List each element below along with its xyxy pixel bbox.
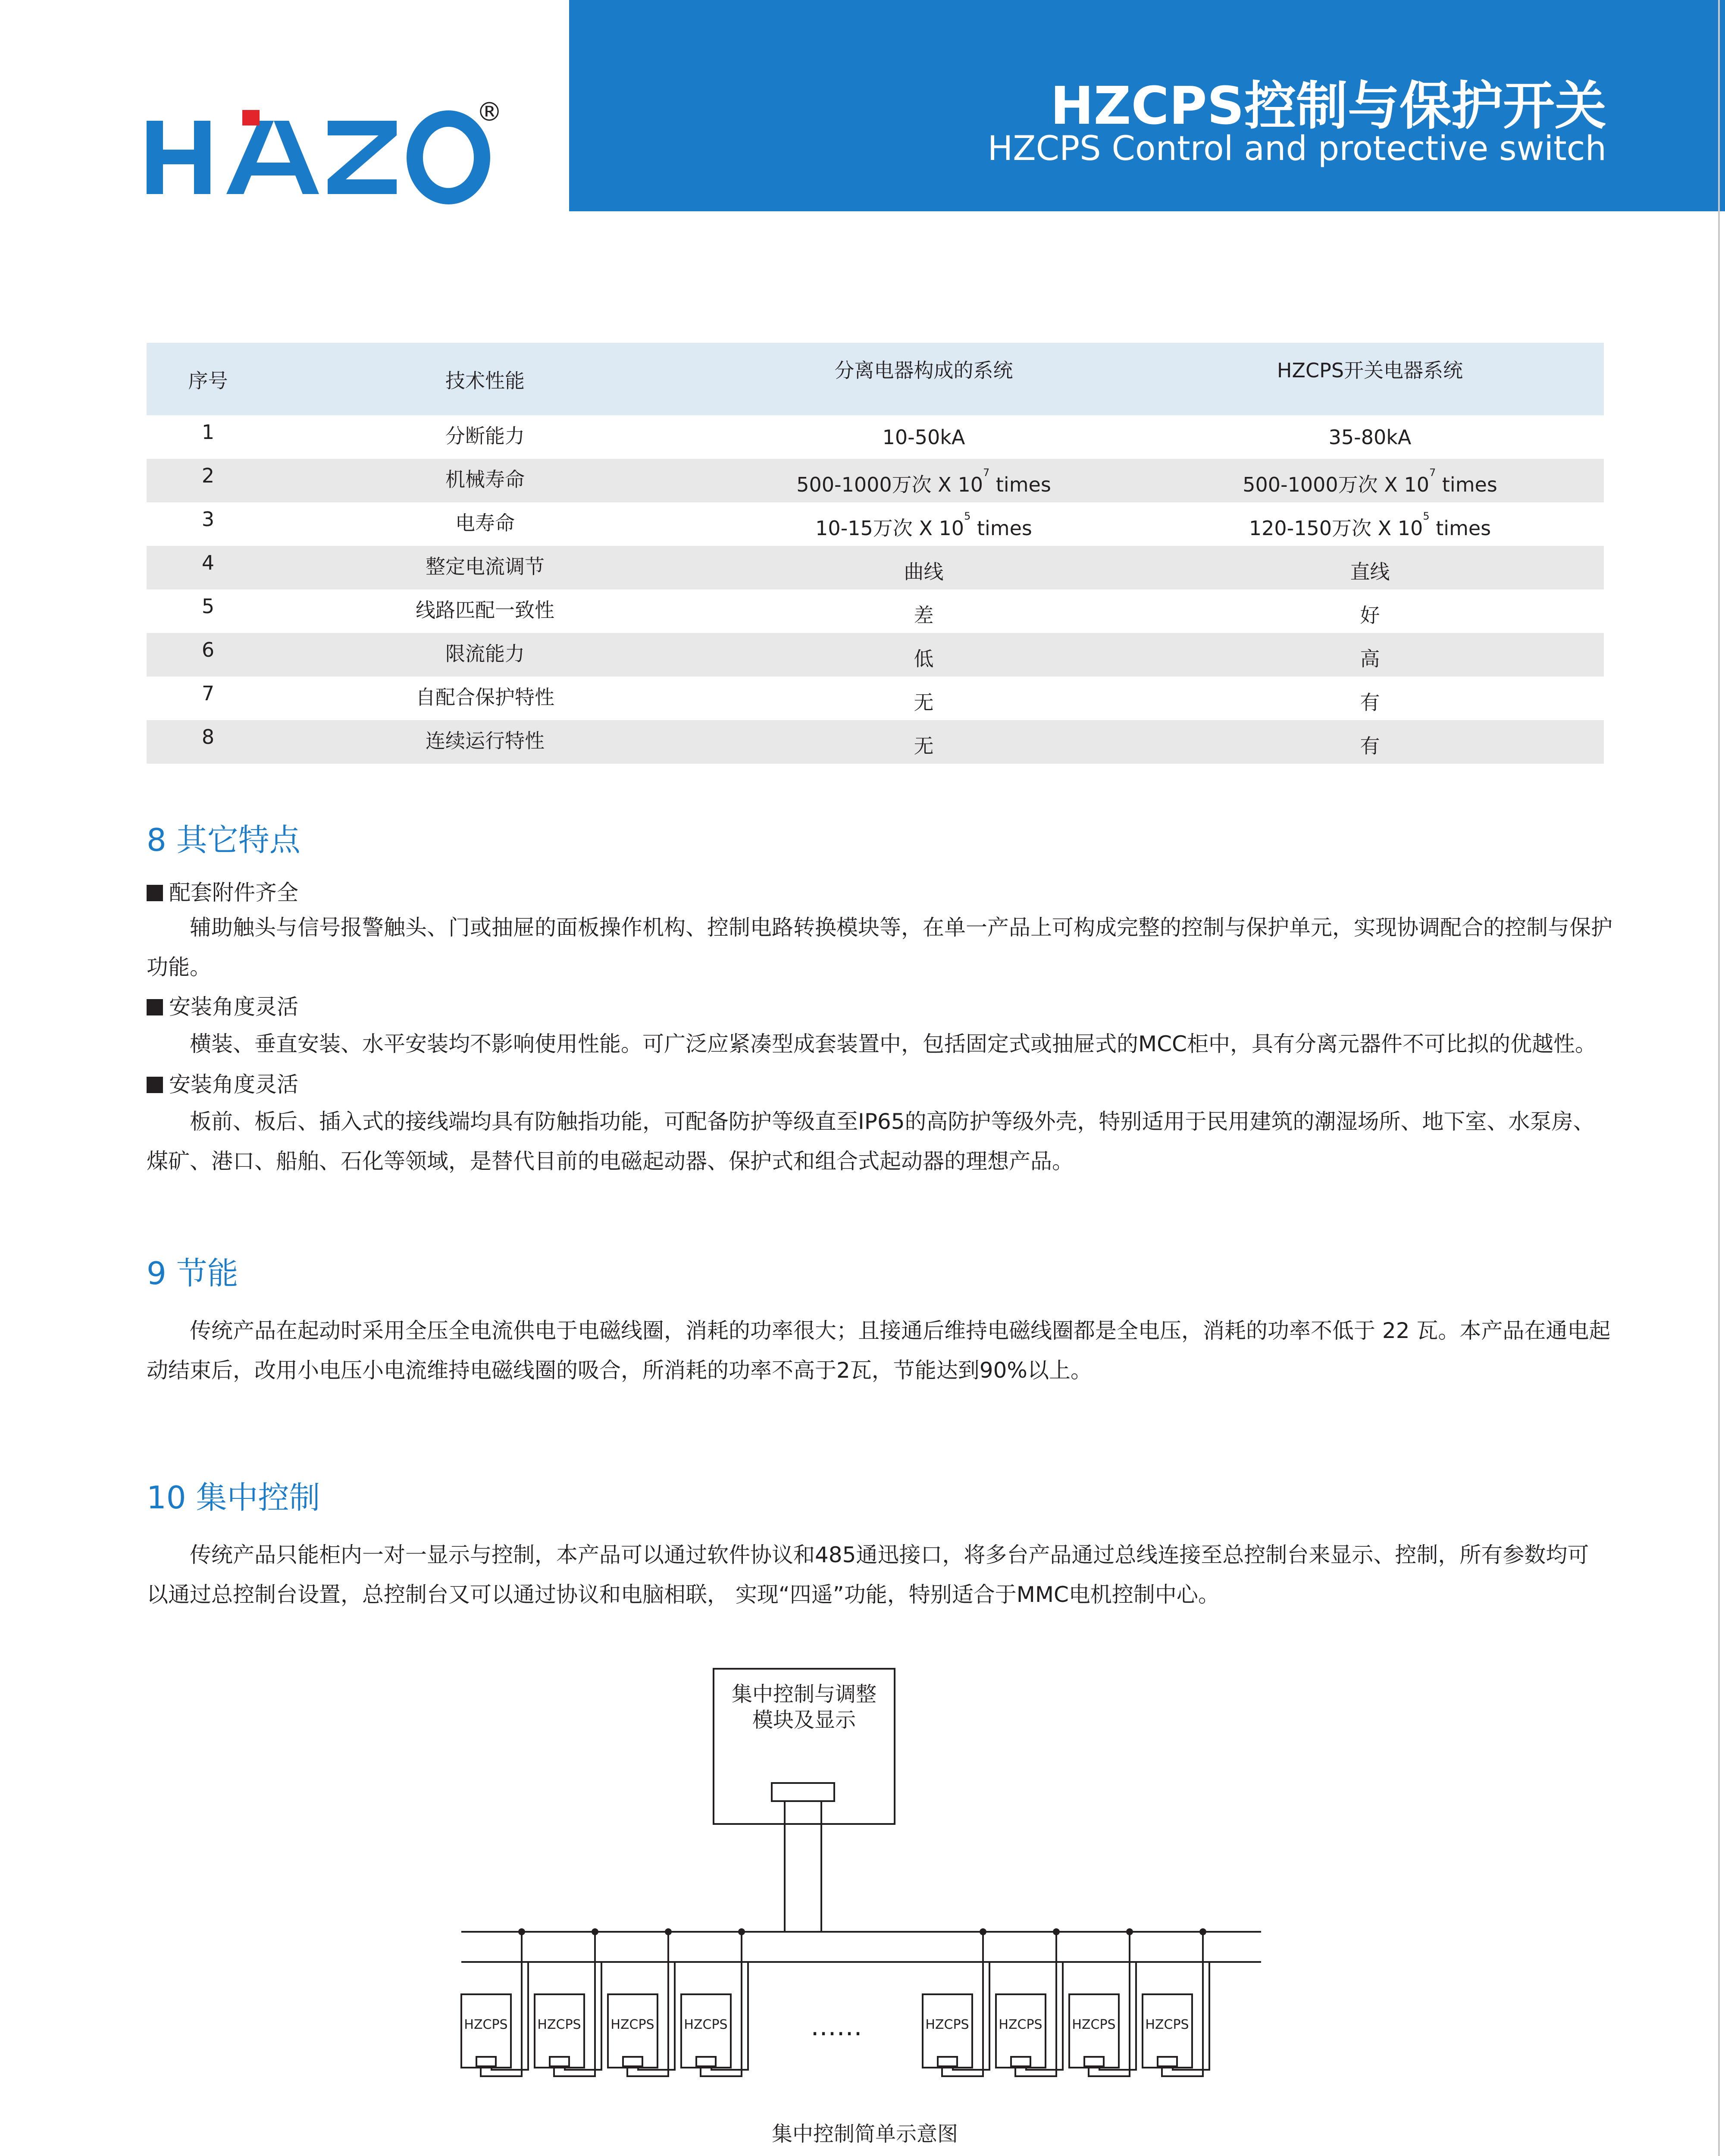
row-number: 3 xyxy=(201,508,215,531)
bus-junction-dot xyxy=(739,1929,744,1934)
row-item: 电寿命 xyxy=(455,511,515,535)
control-module-port xyxy=(772,1783,834,1801)
hzcps-device-label: HZCPS xyxy=(610,2017,654,2032)
hzcps-device-port xyxy=(1011,2057,1030,2066)
bus-link-lower xyxy=(1099,1962,1136,2070)
section-10-title: 10 集中控制 xyxy=(147,1479,320,1516)
hzcps-device-port xyxy=(476,2057,496,2066)
bus-link-lower xyxy=(492,1962,528,2070)
row-separate-value: 曲线 xyxy=(904,560,944,583)
row-item: 连续运行特性 xyxy=(426,729,545,752)
row-hzcps-value: 高 xyxy=(1360,647,1380,671)
row-item: 限流能力 xyxy=(445,642,525,665)
bus-link-upper xyxy=(1015,1932,1056,2076)
row-hzcps-value: 500-1000万次 X $10^7$ times xyxy=(1243,467,1497,496)
page-edge-line xyxy=(1718,0,1720,2156)
page-subtitle: HZCPS Control and protective switch xyxy=(987,129,1606,168)
row-separate-value: 10-15万次 X $10^5$ times xyxy=(815,510,1032,540)
section-8-para-2: 横装、垂直安装、水平安装均不影响使用性能。可广泛应紧凑型成套装置中，包括固定式或抽屉式的MCC柜中，具有分离元器件不可比拟的优越性。 xyxy=(190,1031,1597,1056)
bus-link-upper xyxy=(1162,1932,1203,2076)
row-item: 整定电流调节 xyxy=(426,555,545,578)
ellipsis: …… xyxy=(811,2012,862,2042)
bullet-install-flexible-2: 安装角度灵活 xyxy=(147,1067,298,1098)
bus-link-upper xyxy=(627,1932,668,2076)
hzcps-device-port xyxy=(938,2057,957,2066)
row-hzcps-value: 有 xyxy=(1360,734,1380,758)
section-8-title: 8 其它特点 xyxy=(147,822,301,858)
row-item: 线路匹配一致性 xyxy=(416,599,554,622)
row-number: 6 xyxy=(201,638,215,661)
bus-link-lower xyxy=(953,1962,989,2070)
bus-junction-dot xyxy=(1200,1929,1205,1934)
bus-junction-dot xyxy=(1127,1929,1132,1934)
bus-link-lower xyxy=(711,1962,748,2070)
row-number: 8 xyxy=(201,725,215,749)
bus-link-upper xyxy=(942,1932,983,2076)
bus-link-lower xyxy=(1026,1962,1063,2070)
registered-mark: ® xyxy=(476,97,502,127)
header-cell: 分离电器构成的系统 xyxy=(834,359,1013,382)
hzcps-device-port xyxy=(696,2057,716,2066)
bus-junction-dot xyxy=(666,1929,671,1934)
hzcps-device-port xyxy=(1158,2057,1177,2066)
bullet-accessories: 配套附件齐全 xyxy=(147,875,298,906)
row-number: 7 xyxy=(201,682,215,705)
row-number: 2 xyxy=(201,464,215,487)
hzcps-device-label: HZCPS xyxy=(1072,2017,1116,2032)
section-8-para-1: 辅助触头与信号报警触头、门或抽屉的面板操作机构、控制电路转换模块等，在单一产品上可构成完整的控制与保护单元，实现协调配合的控制与保护 功能。 xyxy=(147,915,1612,980)
bus-junction-dot xyxy=(980,1929,986,1934)
row-separate-value: 低 xyxy=(914,647,934,671)
row-number: 1 xyxy=(201,420,215,444)
hzcps-device-port xyxy=(623,2057,642,2066)
section-9-para: 传统产品在起动时采用全压全电流供电于电磁线圈，消耗的功率很大；且接通后维持电磁线圈都是全电压，消耗的功率不低于 22 瓦。本产品在通电起 动结束后，改用小电压小电流维持电磁线圈的吸合，所消耗的功率不高于2瓦，节能达到90%以上。 xyxy=(147,1318,1611,1383)
row-separate-value: 10-50kA xyxy=(882,426,965,449)
bullet-install-flexible: 安装角度灵活 xyxy=(147,990,298,1021)
bus-junction-dot xyxy=(1054,1929,1059,1934)
bus-link-lower xyxy=(565,1962,601,2070)
bus-link-upper xyxy=(481,1932,522,2076)
hzcps-device-label: HZCPS xyxy=(537,2017,581,2032)
row-hzcps-value: 有 xyxy=(1360,691,1380,714)
row-hzcps-value: 直线 xyxy=(1350,560,1390,583)
diagram-caption: 集中控制简单示意图 xyxy=(772,2122,958,2146)
row-separate-value: 无 xyxy=(914,734,934,758)
hzcps-device-label: HZCPS xyxy=(684,2017,728,2032)
bus-link-upper xyxy=(1089,1932,1130,2076)
header-cell: HZCPS开关电器系统 xyxy=(1277,359,1463,382)
hzcps-device-port xyxy=(550,2057,569,2066)
bus-link-lower xyxy=(1173,1962,1209,2070)
row-number: 5 xyxy=(201,595,215,618)
hzcps-device-label: HZCPS xyxy=(925,2017,969,2032)
hzcps-device-port xyxy=(1084,2057,1104,2066)
header-cell: 技术性能 xyxy=(445,369,525,392)
row-item: 机械寿命 xyxy=(445,468,525,491)
row-hzcps-value: 好 xyxy=(1360,604,1380,627)
row-hzcps-value: 120-150万次 X $10^5$ times xyxy=(1249,510,1491,540)
hzcps-device-label: HZCPS xyxy=(1145,2017,1189,2032)
hzcps-device-label: HZCPS xyxy=(464,2017,508,2032)
control-box-label-2: 模块及显示 xyxy=(752,1708,856,1732)
bus-junction-dot xyxy=(519,1929,524,1934)
control-box-label-1: 集中控制与调整 xyxy=(731,1682,877,1706)
row-item: 自配合保护特性 xyxy=(416,686,554,709)
hzcps-device-label: HZCPS xyxy=(999,2017,1043,2032)
row-hzcps-value: 35-80kA xyxy=(1328,426,1412,449)
section-8-para-3: 板前、板后、插入式的接线端均具有防触指功能，可配备防护等级直至IP65的高防护等级外壳，特别适用于民用建筑的潮湿场所、地下室、水泵房、 煤矿、港口、船舶、石化等领域，是替代目前的电磁起动器、保护式和组合式起动器的理想产品。 xyxy=(147,1109,1595,1174)
row-separate-value: 无 xyxy=(914,691,934,714)
bus-link-upper xyxy=(554,1932,595,2076)
row-item: 分断能力 xyxy=(445,424,525,448)
row-separate-value: 差 xyxy=(914,604,934,627)
bus-junction-dot xyxy=(592,1929,598,1934)
section-10-para: 传统产品只能柜内一对一显示与控制，本产品可以通过软件协议和485通迅接口，将多台产品通过总线连接至总控制台来显示、控制，所有参数均可 以通过总控制台设置，总控制台又可以通过协议和电脑相联， 实现“四遥”功能，特别适合于MMC电机控制中心。 xyxy=(147,1542,1589,1607)
section-9-title: 9 节能 xyxy=(147,1255,238,1291)
bus-link-upper xyxy=(701,1932,742,2076)
row-number: 4 xyxy=(201,551,215,574)
row-separate-value: 500-1000万次 X $10^7$ times xyxy=(796,467,1051,496)
page-title: HZCPS控制与保护开关 xyxy=(1050,76,1606,136)
header-cell: 序号 xyxy=(188,369,228,392)
bus-link-lower xyxy=(638,1962,675,2070)
